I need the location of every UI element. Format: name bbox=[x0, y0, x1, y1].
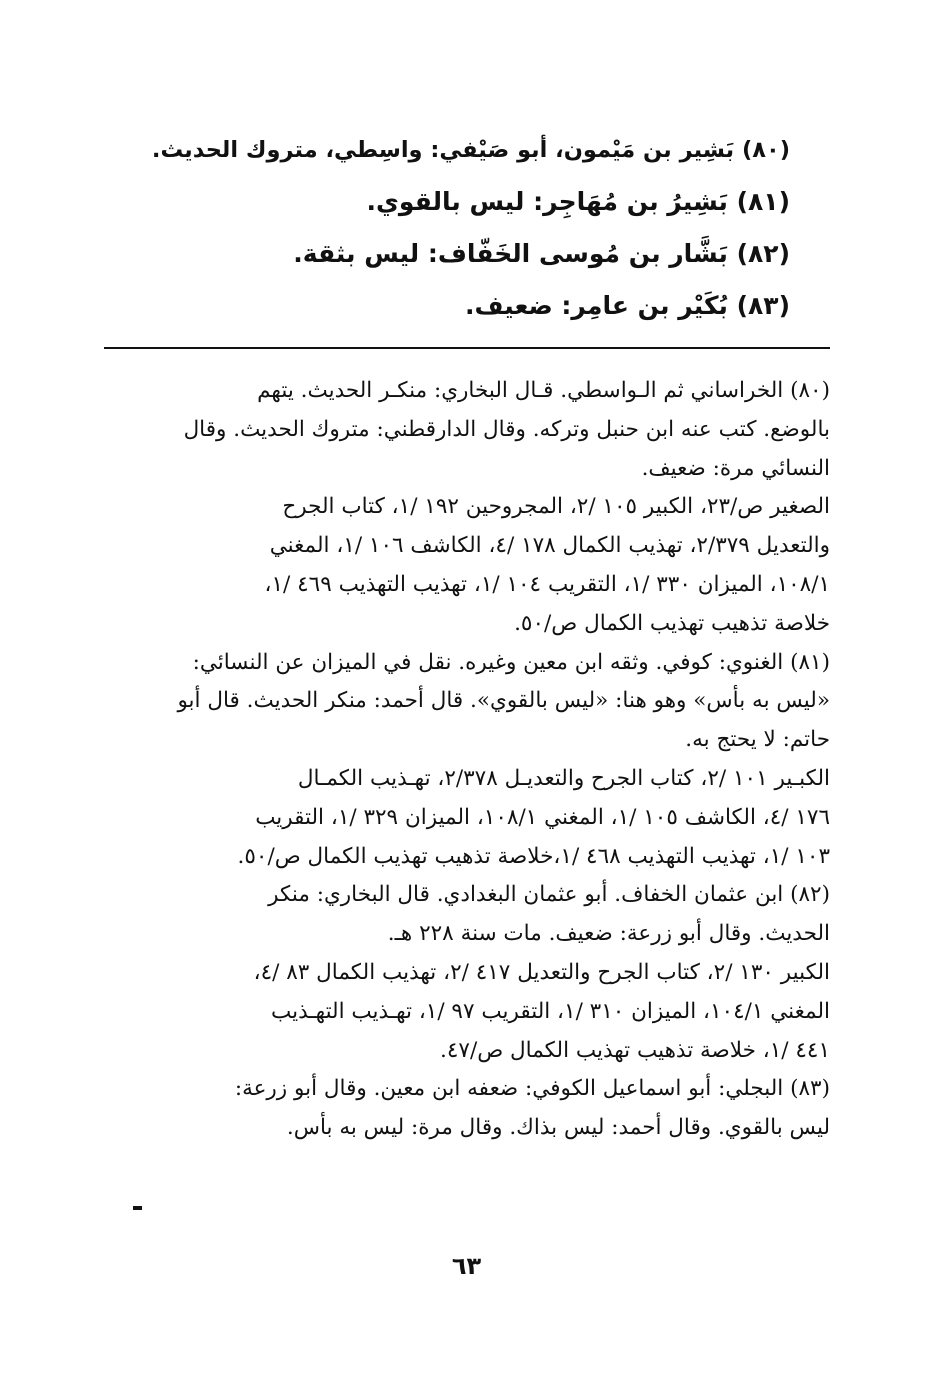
footnote-line: الكبـير ١٠١ /٢، كتاب الجرح والتعديـل ٢/٣٧٨، تهـذيب الكمـال bbox=[297, 765, 830, 791]
narrator-entries bbox=[150, 124, 790, 332]
footnote-83-bio bbox=[104, 1070, 830, 1148]
footnote-line: (٨٢) ابن عثمان الخفاف. أبو عثمان البغدادي. قال البخاري: منكر bbox=[268, 882, 830, 908]
footnote-line: بالوضع. كتب عنه ابن حنبل وتركه. وقال الدارقطني: متروك الحديث. وقال bbox=[183, 416, 830, 442]
footnote-end-mark bbox=[133, 1206, 142, 1210]
footnotes bbox=[104, 372, 830, 1148]
footnote-line: (٨١) الغنوي: كوفي. وثقه ابن معين وغيره. نقل في الميزان عن النسائي: bbox=[192, 649, 830, 675]
narrator-entry-82: (٨٢) بَشَّار بن مُوسى الخَفّاف: ليس بثقة. bbox=[293, 239, 790, 268]
footnote-81-bio bbox=[104, 644, 830, 760]
footnote-82-bio bbox=[104, 876, 830, 954]
footnote-line: (٨٠) الخراساني ثم الـواسطي. قـال البخاري: منكـر الحديث. يتهم bbox=[257, 378, 830, 403]
footnote-line: ١٠٣ /١، تهذيب التهذيب ٤٦٨ /١،خلاصة تذهيب تهذيب الكمال ص/٥٠. bbox=[237, 843, 830, 869]
footnote-line: «ليس به بأس» وهو هنا: «ليس بالقوي». قال أحمد: منكر الحديث. قال أبو bbox=[177, 688, 830, 714]
footnote-80-bio bbox=[104, 372, 830, 488]
footnote-82-sources bbox=[104, 954, 830, 1070]
footnote-line: حاتم: لا يحتج به. bbox=[685, 727, 830, 753]
footnote-line: ليس بالقوي. وقال أحمد: ليس بذاك. وقال مرة: ليس به بأس. bbox=[286, 1115, 830, 1141]
footnote-line: النسائي مرة: ضعيف. bbox=[641, 455, 830, 481]
footnote-line: ١٧٦ /٤، الكاشف ١٠٥ /١، المغني ١٠٨/١، الميزان ٣٢٩ /١، التقريب bbox=[255, 804, 830, 830]
footnote-line: (٨٣) البجلي: أبو اسماعيل الكوفي: ضعفه ابن معين. وقال أبو زرعة: bbox=[234, 1076, 830, 1102]
footnote-line: الصغير ص/٢٣، الكبير ١٠٥ /٢، المجروحين ١٩٢ /١، كتاب الجرح bbox=[282, 494, 830, 520]
footnote-line: ١٠٨/١، الميزان ٣٣٠ /١، التقريب ١٠٤ /١، تهذيب التهذيب ٤٦٩ /١، bbox=[264, 571, 830, 597]
page-number: ٦٣ bbox=[451, 1252, 482, 1280]
narrator-entry-83: (٨٣) بُكَيْر بن عامِر: ضعيف. bbox=[464, 291, 790, 320]
footnote-81-sources bbox=[104, 760, 830, 876]
narrator-entry-81: (٨١) بَشِيرُ بن مُهَاجِر: ليس بالقوي. bbox=[366, 187, 790, 216]
footnote-line: خلاصة تذهيب تهذيب الكمال ص/٥٠. bbox=[514, 610, 830, 636]
footnote-line: المغني ١٠٤/١، الميزان ٣١٠ /١، التقريب ٩٧ /١، تهـذيب التهـذيب bbox=[270, 998, 830, 1024]
footnote-line: ٤٤١ /١، خلاصة تذهيب تهذيب الكمال ص/٤٧. bbox=[440, 1037, 830, 1063]
footnote-line: والتعديل ٢/٣٧٩، تهذيب الكمال ١٧٨ /٤، الكاشف ١٠٦ /١، المغني bbox=[269, 533, 830, 559]
footnote-line: الكبير ١٣٠ /٢، كتاب الجرح والتعديل ٤١٧ /٢، تهذيب الكمال ٨٣ /٤، bbox=[253, 959, 830, 985]
footnote-separator bbox=[104, 347, 830, 349]
footnote-line: الحديث. وقال أبو زرعة: ضعيف. مات سنة ٢٢٨ هـ. bbox=[387, 921, 830, 947]
footnote-80-sources bbox=[104, 488, 830, 643]
narrator-entry-80: (٨٠) بَشِير بن مَيْمون، أبو صَيْفي: واسِطي، متروك الحديث. bbox=[151, 137, 790, 163]
